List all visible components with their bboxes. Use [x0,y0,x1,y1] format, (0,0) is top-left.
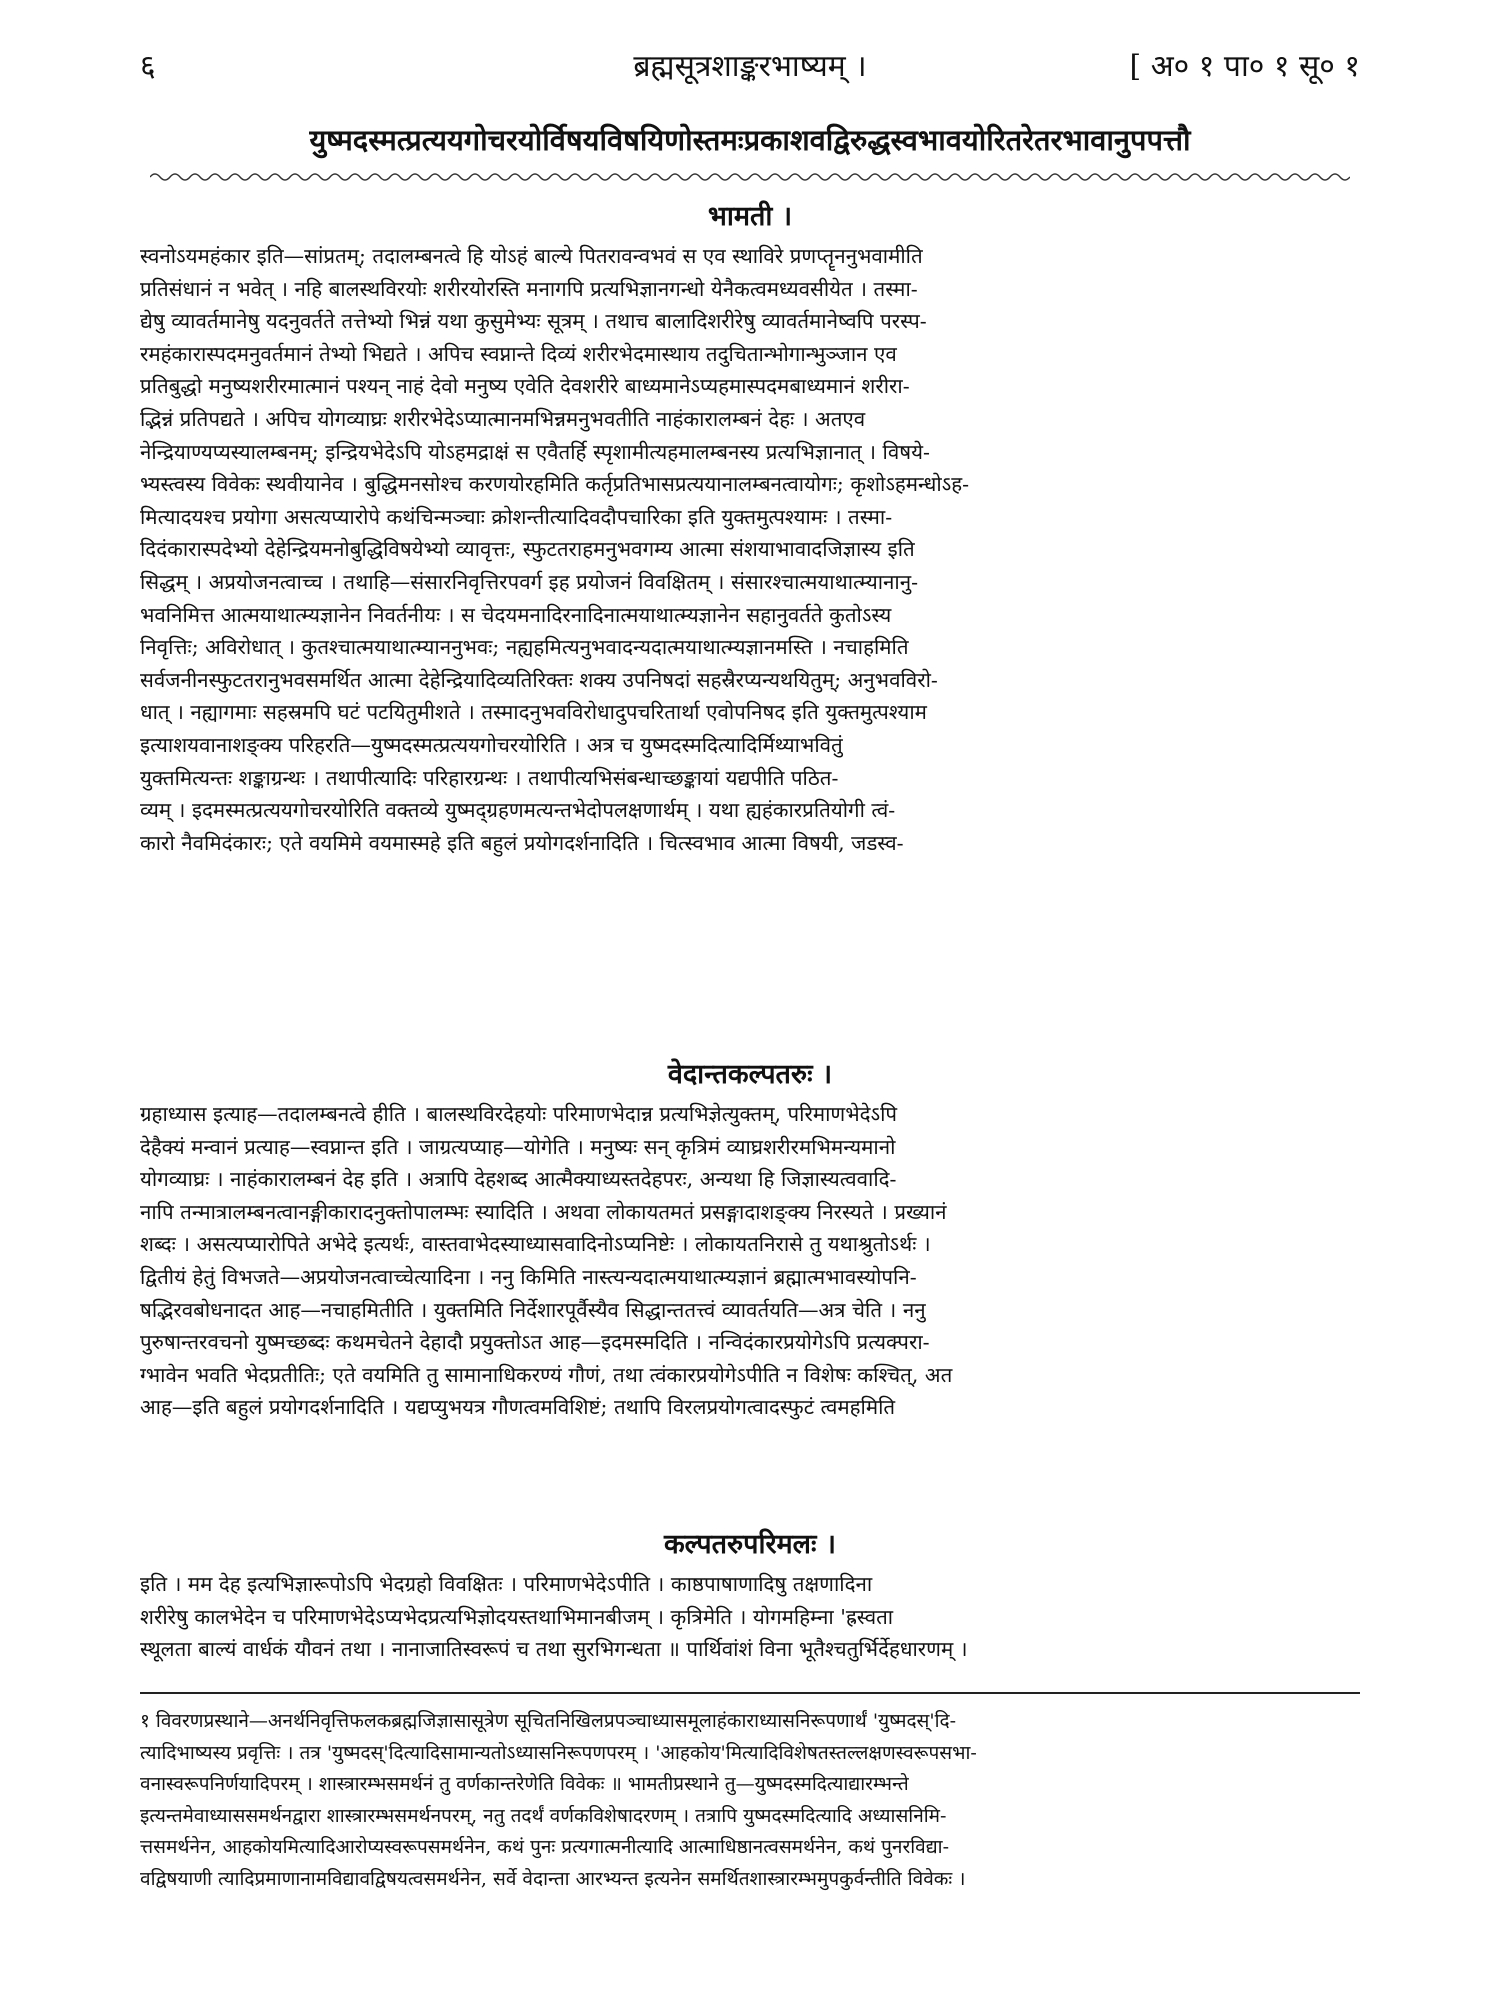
text-line: पुरुषान्तरवचनो युष्मच्छब्दः कथमचेतने देहादौ प्रयुक्तोऽत आह—इदमस्मदिति । नन्विदंकारप्रयोगेऽपि प्रत्यक्परा- [140,1330,930,1355]
bhamati-text [140,240,1360,859]
chapter-reference: [ अ० १ पा० १ सू० १ [1129,49,1360,84]
text-line: मित्यादयश्च प्रयोगा असत्यप्यारोपे कथंचिन्मञ्चाः क्रोशन्तीत्यादिवदौपचारिका इति युक्तमुत्पश्यामः । तस्मा- [140,504,893,529]
footnote-line: वनास्वरूपनिर्णयादिपरम् । शास्त्रारम्भसमर्थनं तु वर्णकान्तरेणेति विवेकः ॥ भामतीप्रस्थाने तु—युष्मदस्मदित्याद्यारम्भन्ते [140,1773,909,1795]
text-line: स्थूलता बाल्यं वार्धकं यौवनं तथा । नानाजातिस्वरूपं च तथा सुरभिगन्धता ॥ पार्थिवांशं विना भूतैश्चतुर्भिर्देहधारणम् । [140,1637,968,1662]
footnote-line: त्तसमर्थनेन, आहकोयमित्यादिआरोप्यस्वरूपसमर्थनेन, कथं पुनः प्रत्यगात्मनीत्यादि आत्माधिष्ठानत्वसमर्थनेन, कथं पुनरविद्या- [140,1836,950,1858]
text-line: प्रतिबुद्धो मनुष्यशरीरमात्मानं पश्यन् नाहं देवो मनुष्य एवेति देवशरीरे बाध्यमानेऽप्यहमास्पदमबाध्यमानं शरीरा- [140,374,910,399]
text-line: रमहंकारास्पदमनुवर्तमानं तेभ्यो भिद्यते । अपिच स्वप्नान्ते दिव्यं शरीरभेदमास्थाय तदुचितान्भोगान्भुञ्जान एव [140,341,897,366]
text-line: नेन्द्रियाण्यप्यस्यालम्बनम्; इन्द्रियभेदेऽपि योऽहमद्राक्षं स एवैतर्हि स्पृशामीत्यहमालम्बनस्य प्रत्यभिज्ञानात् । विषये- [140,439,930,464]
parimala-text [140,1568,1360,1666]
text-line: इति । मम देह इत्यभिज्ञारूपोऽपि भेदग्रहो विवक्षितः । परिमाणभेदेऽपीति । काष्ठपाषाणादिषु तक्षणादिना [140,1572,873,1596]
text-line: दिदंकारास्पदेभ्यो देहेन्द्रियमनोबुद्धिविषयेभ्यो व्यावृत्तः, स्फुटतराहमनुभवगम्य आत्मा संशयाभावादजिज्ञास्य इति [140,537,915,562]
section-heading-parimala: कल्पतरुपरिमलः । [663,1529,837,1560]
footnote-line: त्यादिभाष्यस्य प्रवृत्तिः । तत्र 'युष्मदस्'दित्यादिसामान्यतोऽध्यासनिरूपणपरम् । 'आहकोय'मित्यादिविशेषतस्तल्लक्षणस्वरूपसभा- [140,1741,977,1764]
running-head [140,40,1360,96]
page-number: ६ [140,49,156,84]
text-line: सिद्धम् । अप्रयोजनत्वाच्च । तथाहि—संसारनिवृत्तिरपवर्ग इह प्रयोजनं विवक्षितम् । संसारश्चात्मयाथात्म्यानानु- [140,569,919,594]
text-line: द्येषु व्यावर्तमानेषु यदनुवर्तते तत्तेभ्यो भिन्नं यथा कुसुमेभ्यः सूत्रम् । तथाच बालादिशरीरेषु व्यावर्तमानेष्वपि परस्प- [140,309,927,334]
text-line: आह—इति बहुलं प्रयोगदर्शनादिति । यद्यप्युभयत्र गौणत्वमविशिष्टं; तथापि विरलप्रयोगत्वादस्फुटं त्वमहमिति [140,1395,896,1420]
text-line: युक्तमित्यन्तः शङ्काग्रन्थः । तथापीत्यादिः परिहारग्रन्थः । तथापीत्यभिसंबन्धाच्छङ्कायां यद्यपीति पठित- [140,765,839,790]
text-line: षद्भिरवबोधनादत आह—नचाहमितीति । युक्तमिति निर्देशारपूर्वैस्यैव सिद्धान्ततत्त्वं व्यावर्तयति—अत्र चेति । ननु [140,1297,926,1322]
text-line: सर्वजनीनस्फुटतरानुभवसमर्थित आत्मा देहेन्द्रियादिव्यतिरिक्तः शक्य उपनिषदां सहस्रैरप्यन्यथयितुम्; अनुभवविरो- [140,667,938,692]
text-line: योगव्याघ्रः । नाहंकारालम्बनं देह इति । अत्रापि देहशब्द आत्मैक्याध्यस्तदेहपरः, अन्यथा हि जिज्ञास्यत्ववादि- [140,1167,897,1192]
footnote-line: इत्यन्तमेवाध्याससमर्थनद्वारा शास्त्रारम्भसमर्थनपरम्, नतु तदर्थं वर्णकविशेषादरणम् । तत्रापि युष्मदस्मदित्यादि अध्यासनिमि- [140,1804,947,1827]
section-heading-bhamati: भामती । [707,201,793,232]
text-line: स्वनोऽयमहंकार इति—सांप्रतम्; तदालम्बनत्वे हि योऽहं बाल्ये पितरावन्वभवं स एव स्थाविरे प्रणप्तॄननुभवामीति [140,244,923,268]
text-line: भ्यस्त्वस्य विवेकः स्थवीयानेव । बुद्धिमनसोश्च करणयोरहमिति कर्तृप्रतिभासप्रत्ययानालम्बनत्वायोगः; कृशोऽहमन्धोऽह- [140,472,970,497]
footnote [140,1706,1360,1895]
text-line: शब्दः । असत्यप्यारोपिते अभेदे इत्यर्थः, वास्तवाभेदस्याध्यासवादिनोऽप्यनिष्टेः । लोकायतनिरासे तु यथाश्रुतोऽर्थः । [140,1232,931,1257]
sutra-line: युष्मदस्मत्प्रत्ययगोचरयोर्विषयविषयिणोस्तमःप्रकाशवद्विरुद्धस्वभावयोरितरेतरभावानुपपत्तौ [309,123,1191,157]
text-line: धात् । नह्यागमाः सहस्रमपि घटं पटयितुमीशते । तस्मादनुभवविरोधादुपचरितार्था एवोपनिषद इति युक्तमुत्पश्याम [140,700,927,725]
text-line: देहैक्यं मन्वानं प्रत्याह—स्वप्नान्त इति । जाग्रत्यप्याह—योगेति । मनुष्यः सन् कृत्रिमं व्याघ्रशरीरमभिमन्यमानो [140,1134,896,1159]
text-line: द्भिन्नं प्रतिपद्यते । अपिच योगव्याघ्रः शरीरभेदेऽप्यात्मानमभिन्नमनुभवतीति नाहंकारालम्बनं देहः । अतएव [140,406,866,431]
kalpataru-text [140,1098,1360,1424]
text-line: ग्भावेन भवति भेदप्रतीतिः; एते वयमिति तु सामानाधिकरण्यं गौणं, तथा त्वंकारप्रयोगेऽपीति न विशेषः कश्चित्, अत [140,1362,953,1387]
text-line: निवृत्तिः; अविरोधात् । कुतश्चात्मयाथात्म्याननुभवः; नह्यहमित्यनुभवादन्यदात्मयाथात्म्यज्ञानमस्ति । नचाहमिति [140,635,909,660]
text-line: कारो नैवमिदंकारः; एते वयमिमे वयमास्महे इति बहुलं प्रयोगदर्शनादिति । चित्स्वभाव आत्मा विषयी, जडस्व- [140,830,904,855]
text-line: इत्याशयवानाशङ्क्य परिहरति—युष्मदस्मत्प्रत्ययगोचरयोरिति । अत्र च युष्मदस्मदित्यादिर्मिथ्याभवितुं [140,732,843,757]
text-line: नापि तन्मात्रालम्बनत्वानङ्गीकारादनुक्तोपालम्भः स्यादिति । अथवा लोकायतमतं प्रसङ्गादाशङ्क्य निरस्यते । प्रख्यानं [140,1199,947,1224]
text-line: द्वितीयं हेतुं विभजते—अप्रयोजनत्वाच्चेत्यादिना । ननु किमिति नास्त्यन्यदात्मयाथात्म्यज्ञानं ब्रह्मात्मभावस्योपनि- [140,1264,917,1289]
footnote-line: १ विवरणप्रस्थाने—अनर्थनिवृत्तिफलकब्रह्मजिज्ञासासूत्रेण सूचितनिखिलप्रपञ्चाध्यासमूलाहंकाराध्यासनिरूपणार्थं 'युष्मदस्'दि- [140,1710,957,1732]
wavy-divider [150,170,1350,184]
text-line: शरीरेषु कालभेदेन च परिमाणभेदेऽप्यभेदप्रत्यभिज्ञोदयस्तथाभिमानबीजम् । कृत्रिमेति । योगमहिम्ना 'ह्रस्वता [140,1604,894,1629]
text-line: भवनिमित्त आत्मयाथात्म्यज्ञानेन निवर्तनीयः । स चेदयमनादिरनादिनात्मयाथात्म्यज्ञानेन सहानुवर्तते कुतोऽस्य [140,602,892,627]
footnote-line: वद्विषयाणी त्यादिप्रमाणानामविद्यावद्विषयत्वसमर्थनेन, सर्वे वेदान्ता आरभ्यन्त इत्यनेन समर्थितशास्त्रारम्भमुपकुर्वन्तीति विवेकः । [140,1867,966,1890]
section-heading-kalpataru: वेदान्तकल्पतरुः । [667,1059,833,1090]
text-line: प्रतिसंधानं न भवेत् । नहि बालस्थविरयोः शरीरयोरस्ति मनागपि प्रत्यभिज्ञानगन्धो येनैकत्वमध्यवसीयेत । तस्मा- [140,276,918,301]
text-line: व्यम् । इदमस्मत्प्रत्ययगोचरयोरिति वक्तव्ये युष्मद्ग्रहणमत्यन्तभेदोपलक्षणार्थम् । यथा ह्यहंकारप्रतियोगी त्वं- [140,798,896,823]
footnote-rule [140,1692,1360,1694]
running-title: ब्रह्मसूत्रशाङ्करभाष्यम् । [633,49,867,84]
text-line: ग्रहाध्यास इत्याह—तदालम्बनत्वे हीति । बालस्थविरदेहयोः परिमाणभेदान्न प्रत्यभिज्ञेत्युक्तम्, परिमाणभेदेऽपि [140,1102,898,1126]
